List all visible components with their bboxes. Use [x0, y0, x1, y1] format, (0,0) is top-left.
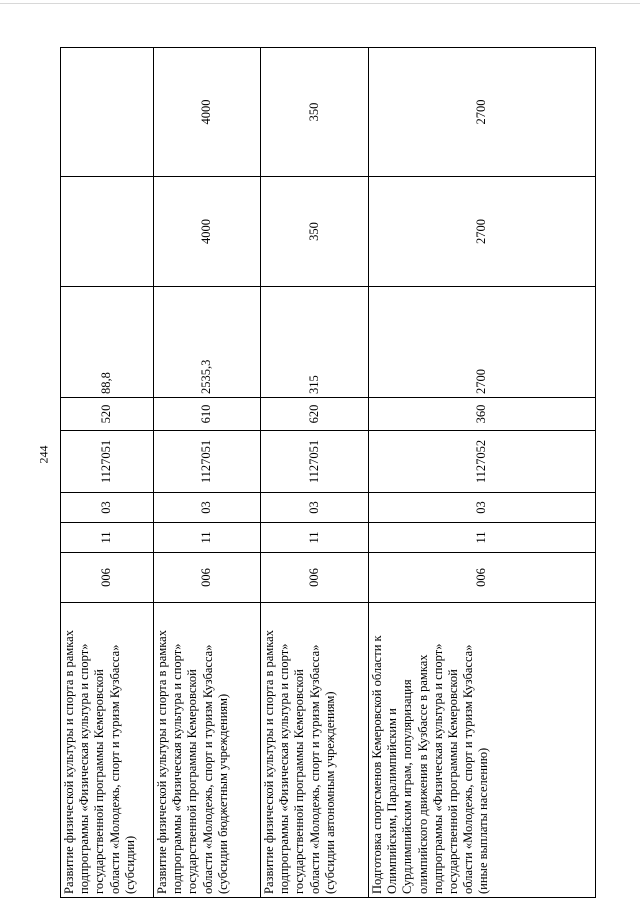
rotated-budget-table-container — [60, 48, 595, 898]
row-1-value-1: 88,8 — [61, 287, 154, 398]
row-3-value-3: 350 — [261, 48, 369, 177]
row-1-value-3 — [61, 48, 154, 177]
row-1-ministry-code: 006 — [61, 553, 154, 603]
row-1-name-cell: Развитие физической культуры и спорта в рамках подпрограммы «Физическая культура и спорт» государственной программы Кемеровской области «Молодежь, спорт и туризм Кузбасса» (субсидии) — [61, 603, 154, 898]
row-1-value-2 — [61, 177, 154, 287]
row-4-target-code: 1127052 — [369, 431, 596, 493]
row-3-ministry-code: 006 — [261, 553, 369, 603]
row-2-section-code: 11 — [154, 523, 261, 553]
row-1-expense-type-code: 520 — [61, 398, 154, 431]
row-4-value-3: 2700 — [369, 48, 596, 177]
row-3-section-code: 11 — [261, 523, 369, 553]
row-1-target-code: 1127051 — [61, 431, 154, 493]
row-2-target-code: 1127051 — [154, 431, 261, 493]
row-3-name-cell: Развитие физической культуры и спорта в рамках подпрограммы «Физическая культура и спорт» государственной программы Кемеровской области «Молодежь, спорт и туризм Кузбасса» (субсидии автономным учреждениям) — [261, 603, 369, 898]
row-4-expense-type-code: 360 — [369, 398, 596, 431]
table-row — [154, 48, 261, 898]
table-row — [261, 48, 369, 898]
row-4-value-1: 2700 — [369, 287, 596, 398]
row-4-name-cell: Подготовка спортсменов Кемеровской области к Олимпийским, Паралимпийским и Сурдлимпийским играм, популяризация олимпийского движения в Кузбассе в рамках подпрограммы «Физическая культура и спорт» государственной программы Кемеровской области «Молодежь, спорт и туризм Кузбасса» (иные выплаты населению) — [369, 603, 596, 898]
row-1-section-code: 11 — [61, 523, 154, 553]
row-3-target-code: 1127051 — [261, 431, 369, 493]
row-3-expense-type-code: 620 — [261, 398, 369, 431]
row-2-value-3: 4000 — [154, 48, 261, 177]
row-3-value-2: 350 — [261, 177, 369, 287]
row-2-expense-type-code: 610 — [154, 398, 261, 431]
budget-table — [60, 47, 596, 898]
row-4-section-code: 11 — [369, 523, 596, 553]
row-2-value-2: 4000 — [154, 177, 261, 287]
row-2-value-1: 2535,3 — [154, 287, 261, 398]
row-1-subsection-code: 03 — [61, 493, 154, 523]
table-row — [61, 48, 154, 898]
row-4-value-2: 2700 — [369, 177, 596, 287]
page-number: 244 — [36, 445, 51, 463]
row-3-subsection-code: 03 — [261, 493, 369, 523]
row-2-name-cell: Развитие физической культуры и спорта в рамках подпрограммы «Физическая культура и спорт» государственной программы Кемеровской области «Молодежь, спорт и туризм Кузбасса» (субсидии бюджетным учреждениям) — [154, 603, 261, 898]
row-4-subsection-code: 03 — [369, 493, 596, 523]
row-3-value-1: 315 — [261, 287, 369, 398]
row-4-ministry-code: 006 — [369, 553, 596, 603]
table-row — [369, 48, 596, 898]
row-2-subsection-code: 03 — [154, 493, 261, 523]
scan-top-line — [0, 3, 640, 4]
row-2-ministry-code: 006 — [154, 553, 261, 603]
